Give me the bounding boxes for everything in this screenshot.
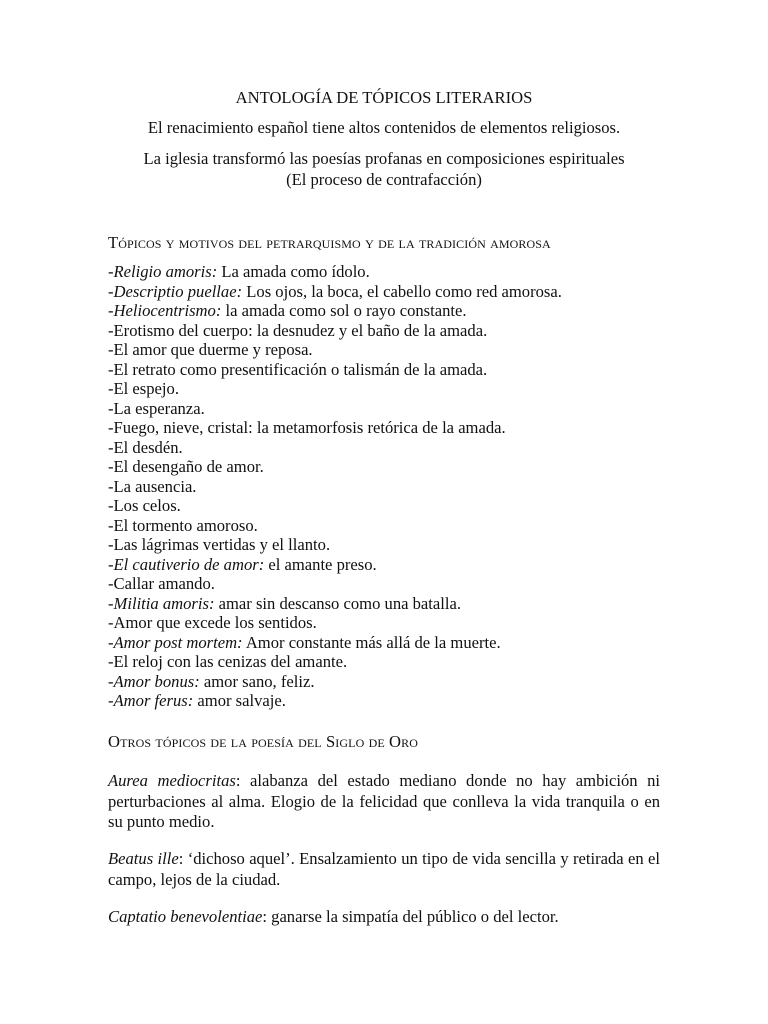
list-dash: - (108, 652, 114, 671)
list-item (108, 399, 668, 419)
list-item (108, 282, 668, 302)
paragraph-aurea-mediocritas (108, 771, 660, 833)
list-text: amar sin descanso como una batalla. (214, 593, 462, 613)
list-dash: - (108, 320, 114, 340)
list-text: La amada como ídolo. (217, 262, 370, 281)
list-dash: - (108, 613, 114, 632)
definition: : alabanza del estado mediano donde no hay ambición ni perturbaciones al alma. Elogio de la felicidad que conlleva la vida tranquila o en su punto medio. (108, 771, 660, 831)
list-text: El amor que duerme y reposa. (113, 340, 313, 359)
list-term: Heliocentrismo: (113, 301, 222, 320)
list-text: La esperanza. (113, 398, 205, 418)
list-item (108, 496, 668, 516)
list-item (108, 321, 668, 341)
list-dash: - (108, 418, 114, 437)
list-dash: - (108, 457, 114, 476)
list-item (108, 262, 668, 282)
list-item (108, 672, 668, 692)
list-text: Los ojos, la boca, el cabello como red amorosa. (242, 281, 562, 301)
list-dash: - (108, 476, 114, 496)
term: Captatio benevolentiae (108, 907, 263, 926)
subtitle: El renacimiento español tiene altos contenidos de elementos religiosos. (147, 118, 621, 137)
list-term: Amor post mortem: (113, 632, 243, 652)
list-text: Erotismo del cuerpo: la desnudez y el baño de la amada. (113, 320, 488, 340)
list-item (108, 301, 668, 321)
section-heading-petrarquismo: Tópicos y motivos del petrarquismo y de la tradición amorosa (108, 233, 551, 252)
list-text: Amor constante más allá de la muerte. (242, 632, 501, 652)
list-dash: - (108, 632, 114, 652)
list-text: La ausencia. (113, 476, 197, 496)
list-dash: - (108, 574, 114, 593)
note-line-1: La iglesia transformó las poesías profanas en composiciones espirituales (143, 149, 625, 168)
list-dash: - (108, 379, 114, 398)
list-dash: - (108, 301, 114, 320)
list-dash: - (108, 535, 114, 554)
list-dash: - (108, 281, 114, 301)
list-dash: - (108, 554, 114, 574)
list-text: amor sano, feliz. (199, 671, 315, 691)
list-dash: - (108, 515, 114, 535)
list-item (108, 555, 668, 575)
list-dash: - (108, 437, 114, 457)
list-term: El cautiverio de amor: (113, 554, 265, 574)
section-heading-siglo-de-oro: Otros tópicos de la poesía del Siglo de Oro (108, 732, 419, 751)
list-item (108, 516, 668, 536)
term: Aurea mediocritas (108, 771, 236, 790)
list-text: Amor que excede los sentidos. (113, 613, 317, 632)
document-title: ANTOLOGÍA DE TÓPICOS LITERARIOS (235, 88, 533, 107)
list-dash: - (108, 691, 114, 710)
list-text: El reloj con las cenizas del amante. (113, 652, 348, 671)
term: Beatus ille (108, 849, 179, 868)
list-text: amor salvaje. (193, 691, 286, 710)
list-term: Amor bonus: (113, 671, 200, 691)
list-dash: - (108, 593, 114, 613)
list-item (108, 438, 668, 458)
list-text: El desengaño de amor. (113, 457, 264, 476)
list-item (108, 340, 668, 360)
list-item (108, 418, 668, 438)
list-item (108, 360, 668, 380)
list-dash: - (108, 340, 114, 359)
list-text: Fuego, nieve, cristal: la metamorfosis retórica de la amada. (113, 418, 506, 437)
list-item (108, 691, 668, 711)
list-text: la amada como sol o rayo constante. (221, 301, 467, 320)
list-item (108, 379, 668, 399)
list-dash: - (108, 496, 114, 515)
definition: : ganarse la simpatía del público o del lector. (262, 907, 559, 926)
list-item (108, 633, 668, 653)
list-item (108, 594, 668, 614)
list-term: Militia amoris: (113, 593, 215, 613)
paragraph-captatio-benevolentiae (108, 907, 660, 928)
note-line-2: (El proceso de contrafacción) (286, 170, 482, 189)
list-item (108, 652, 668, 672)
list-text: el amante preso. (264, 554, 377, 574)
list-item (108, 457, 668, 477)
list-dash: - (108, 262, 114, 281)
list-text: El desdén. (113, 437, 183, 457)
list-term: Religio amoris: (113, 262, 218, 281)
topic-list (108, 262, 668, 711)
list-item (108, 477, 668, 497)
list-term: Amor ferus: (113, 691, 194, 710)
list-text: Los celos. (113, 496, 181, 515)
list-dash: - (108, 359, 114, 379)
list-text: El espejo. (113, 379, 179, 398)
list-text: Callar amando. (113, 574, 215, 593)
list-term: Descriptio puellae: (113, 281, 243, 301)
list-text: El retrato como presentificación o talismán de la amada. (113, 359, 488, 379)
list-item (108, 574, 668, 594)
list-item (108, 613, 668, 633)
list-text: El tormento amoroso. (113, 515, 258, 535)
paragraph-beatus-ille (108, 849, 660, 890)
list-item (108, 535, 668, 555)
list-dash: - (108, 671, 114, 691)
list-dash: - (108, 398, 114, 418)
list-text: Las lágrimas vertidas y el llanto. (113, 535, 331, 554)
definition: : ‘dichoso aquel’. Ensalzamiento un tipo de vida sencilla y retirada en el campo, lejos de la ciudad. (108, 849, 660, 889)
